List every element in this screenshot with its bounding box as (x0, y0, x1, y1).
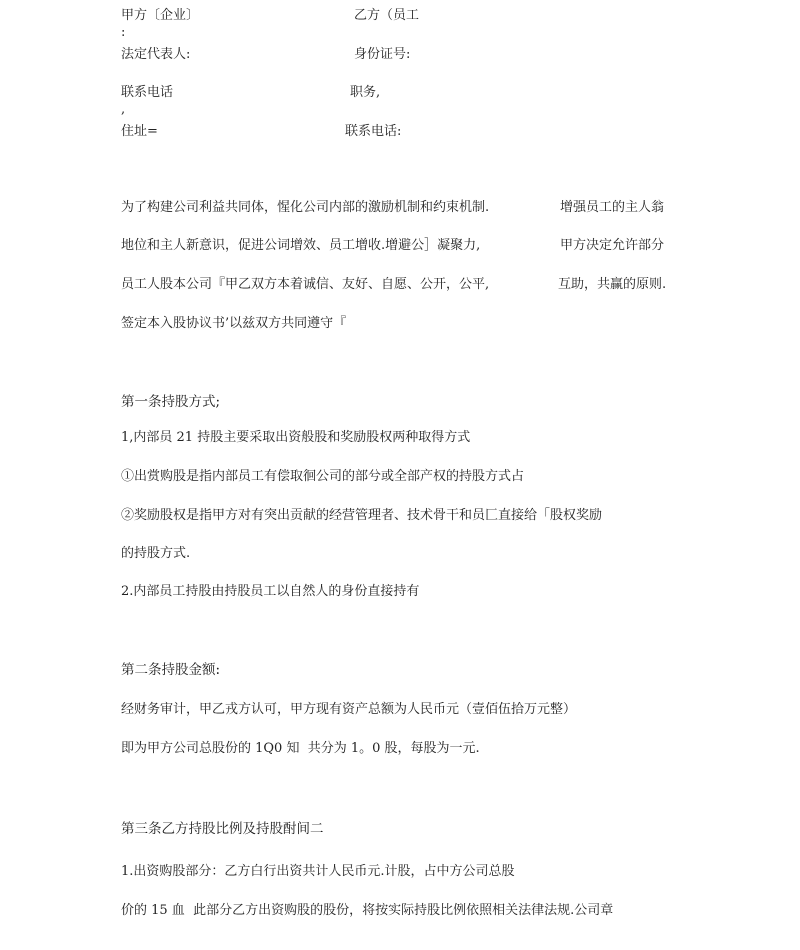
article-1-item-1b-cont: 的持股方式. (121, 546, 191, 561)
article-1-item-1b: ②奖励股权是指甲方对有突出贡献的经营管理者、技术骨干和员匚直接给「股权奖励 (121, 508, 603, 523)
phone-label-b: 联系电话: (345, 124, 402, 139)
intro-line-2-right: 甲方决定允许部分 (560, 238, 665, 253)
intro-line-4: 签定本入股协议书’以兹双方共同遵守『 (121, 316, 347, 331)
address-label: 住址= (121, 124, 158, 139)
party-a-label: 甲方〔企业〕 (121, 8, 200, 23)
article-2-title: 第二条持股金额: (121, 662, 221, 678)
party-b-label: 乙方（员工 (354, 8, 420, 23)
intro-line-3-right: 互助，共赢的原则. (558, 277, 667, 292)
phone-label-a: 联系电话 (121, 85, 174, 100)
article-1-title: 第一条持股方式; (121, 394, 221, 410)
article-3-title: 第三条乙方持股比例及持股酎间二 (121, 821, 324, 837)
article-1-item-1: 1,内部员 21 持股主要采取出资般股和奖励股权两种取得方式 (121, 430, 471, 445)
intro-line-1-left: 为了构建公司利益共同体，惺化公司内部的激励机制和约束机制. (121, 200, 490, 215)
id-number-label: 身份证号: (354, 47, 411, 62)
position-label: 职务, (350, 85, 381, 100)
party-a-colon: : (121, 25, 126, 40)
article-1-item-2: 2.内部员工持股由持股员工以自然人的身份直接持有 (121, 584, 420, 599)
article-1-item-1a: ①出赏购股是指内部员工有偿取徊公司的部兮或全部产权的持股方式占 (121, 469, 525, 484)
phone-comma: , (121, 102, 126, 117)
article-2-line-2: 即为甲方公司总股份的 1Q0 知 共分为 1。0 股，每股为一元. (121, 741, 480, 756)
article-3-line-1: 1.出资购股部分：乙方白行出资共计人民币元.计股，占中方公司总股 (121, 864, 515, 879)
legal-rep-label: 法定代表人: (121, 47, 191, 62)
intro-line-1-right: 增强员工的主人翁 (560, 200, 665, 215)
article-2-line-1: 经财务审计，甲乙戎方认可，甲方现有资产总额为人民币元（壹佰伍拾万元整） (121, 702, 577, 717)
article-3-line-2: 价的 15 血 此部分乙方出资购股的股份，将按实际持股比例依照相关法律法规.公司章 (121, 903, 614, 918)
intro-line-2-left: 地位和主人新意识，促进公词增效、员工增收.增避公］凝聚力, (121, 238, 481, 253)
intro-line-3-left: 员工人股本公司『甲乙双方本着诚信、友好、自愿、公开，公平, (121, 277, 490, 292)
